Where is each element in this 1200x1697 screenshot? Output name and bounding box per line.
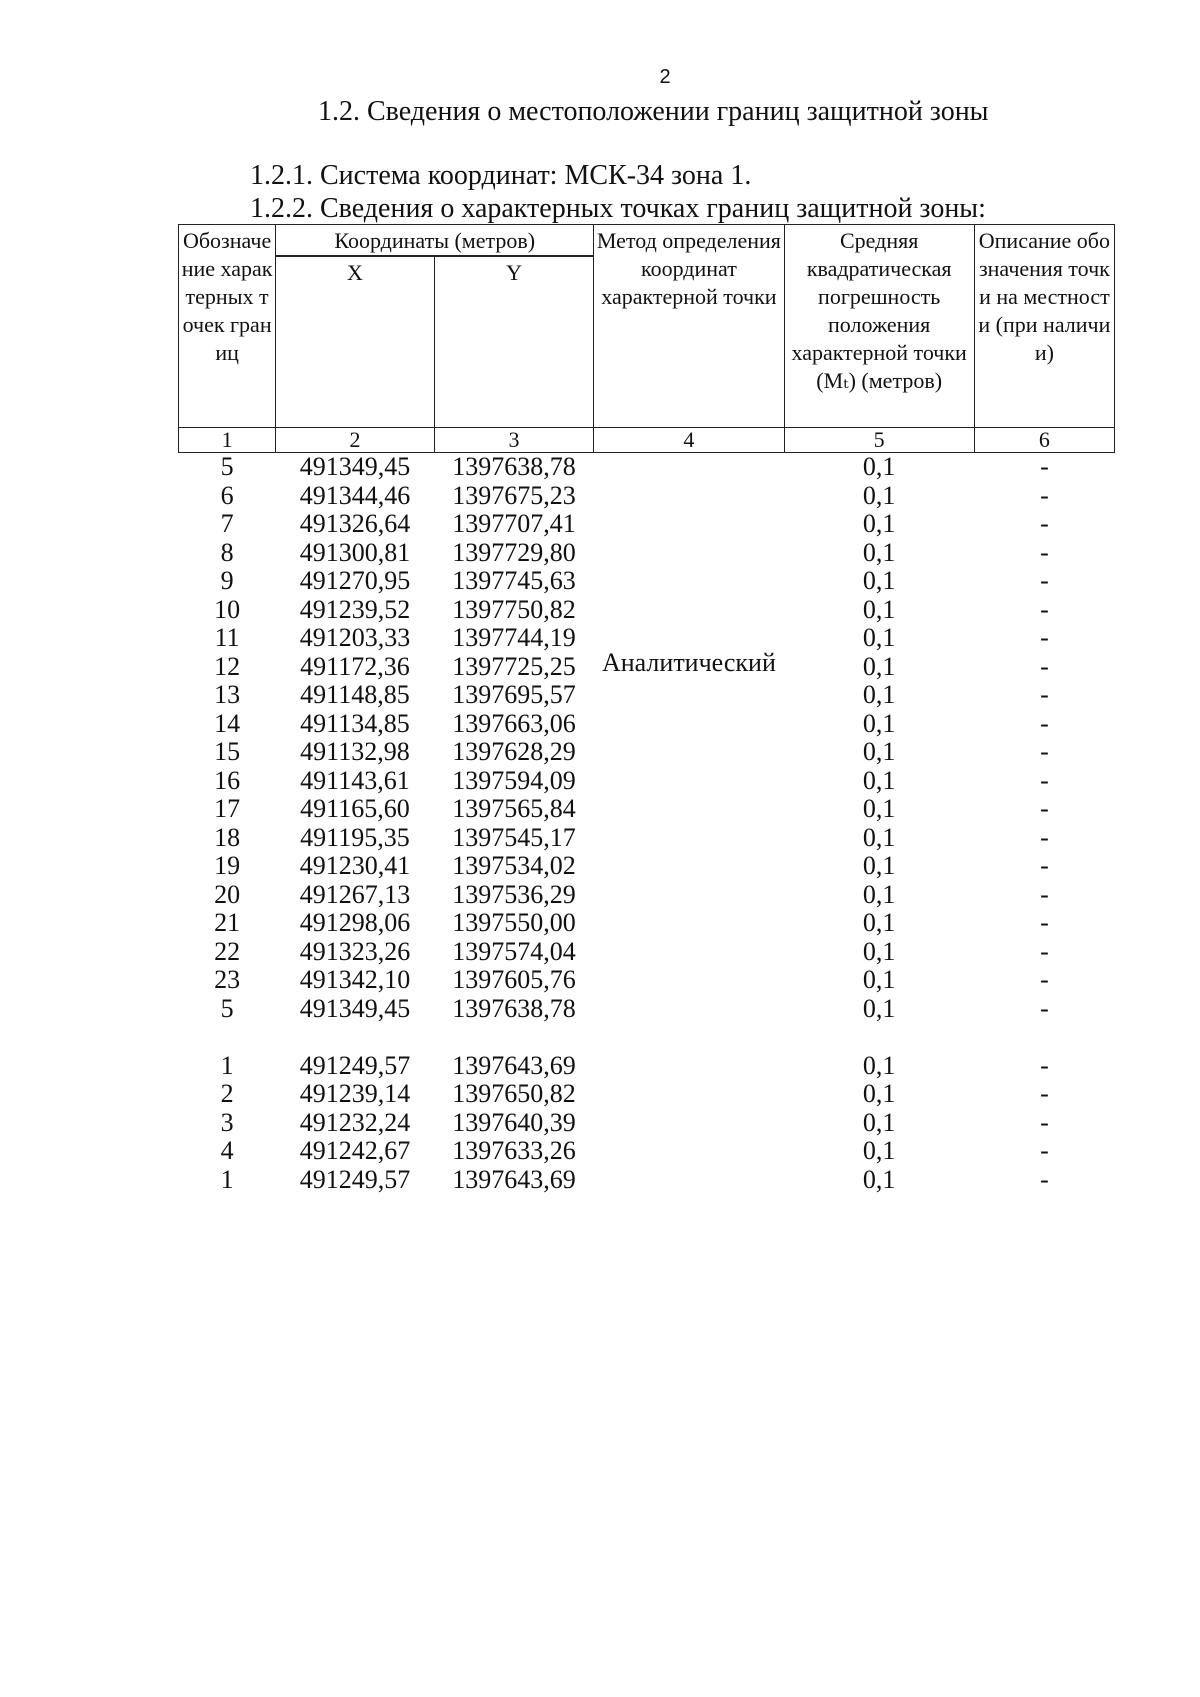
point-number: 15 <box>214 737 241 766</box>
x-coordinate: 491239,14 <box>299 1079 411 1108</box>
column-number: 1 <box>179 428 276 453</box>
column-number: 3 <box>434 428 594 453</box>
header-designation: Обозначение характерных точек границ <box>179 225 276 428</box>
description-value: - <box>1040 1050 1049 1080</box>
x-coordinate: 491242,67 <box>299 1136 411 1165</box>
y-coordinate: 1397605,76 <box>452 965 576 994</box>
y-coordinate: 1397663,06 <box>452 708 576 738</box>
y-coordinate: 1397638,78 <box>452 452 576 481</box>
point-number: 18 <box>214 822 241 852</box>
point-number: 12 <box>214 651 241 681</box>
point-number: 20 <box>214 879 241 909</box>
point-number: 16 <box>214 765 241 795</box>
error-value: 0,1 <box>862 1107 896 1137</box>
y-coordinate: 1397729,80 <box>452 537 576 567</box>
point-number: 17 <box>214 794 241 823</box>
description-value: - <box>1040 794 1049 823</box>
description-value: - <box>1040 708 1049 738</box>
y-coordinate: 1397534,02 <box>452 851 576 880</box>
point-number: 19 <box>214 851 241 880</box>
description-value: - <box>1040 965 1049 994</box>
error-value: 0,1 <box>862 822 896 852</box>
error-value: 0,1 <box>862 737 896 766</box>
header-coordinates-label: Координаты (метров) <box>276 227 593 256</box>
x-coordinate: 491249,57 <box>299 1164 411 1194</box>
point-number: 8 <box>220 537 234 567</box>
error-value: 0,1 <box>862 851 896 880</box>
coordinate-system-line: 1.2.1. Система координат: МСК-34 зона 1. <box>250 160 752 191</box>
y-coordinate: 1397675,23 <box>452 480 576 510</box>
y-coordinate: 1397745,63 <box>452 566 576 595</box>
column-numbers-row <box>179 428 1115 453</box>
error-value: 0,1 <box>862 537 896 567</box>
y-coordinate: 1397650,82 <box>452 1079 576 1108</box>
description-value: - <box>1040 993 1049 1023</box>
header-method: Метод определения координат характерной точки <box>594 225 784 428</box>
description-value: - <box>1040 1079 1049 1108</box>
x-coordinate: 491143,61 <box>300 765 410 795</box>
error-value: 0,1 <box>862 623 896 652</box>
y-coordinate: 1397545,17 <box>452 822 576 852</box>
point-number: 2 <box>220 1079 234 1108</box>
x-coordinate: 491232,24 <box>299 1107 411 1137</box>
error-value: 0,1 <box>862 965 896 994</box>
error-value: 0,1 <box>862 1050 896 1080</box>
point-number: 1 <box>220 1050 234 1080</box>
x-coordinate: 491342,10 <box>299 965 411 994</box>
y-coordinate: 1397536,29 <box>452 879 576 909</box>
section-title: 1.2. Сведения о местоположении границ защитной зоны <box>318 96 989 127</box>
description-value: - <box>1040 737 1049 766</box>
error-value: 0,1 <box>862 480 896 510</box>
y-coordinate: 1397550,00 <box>452 908 576 937</box>
error-value: 0,1 <box>862 794 896 823</box>
description-value: - <box>1040 509 1049 538</box>
description-value: - <box>1040 1164 1049 1194</box>
description-value: - <box>1040 908 1049 937</box>
x-coordinate: 491230,41 <box>299 851 411 880</box>
y-coordinate: 1397744,19 <box>452 623 576 652</box>
x-coordinate: 491300,81 <box>299 537 411 567</box>
x-coordinate: 491270,95 <box>299 566 411 595</box>
x-coordinate: 491298,06 <box>299 908 411 937</box>
point-number: 9 <box>220 566 234 595</box>
error-value: 0,1 <box>862 1164 896 1194</box>
description-value: - <box>1040 1107 1049 1137</box>
error-value: 0,1 <box>862 1136 896 1165</box>
y-coordinate: 1397725,25 <box>452 651 576 681</box>
error-value: 0,1 <box>862 879 896 909</box>
y-coordinate: 1397750,82 <box>452 594 576 624</box>
description-value: - <box>1040 480 1049 510</box>
y-coordinate: 1397594,09 <box>452 765 576 795</box>
y-coordinate: 1397565,84 <box>452 794 576 823</box>
column-number: 4 <box>594 428 784 453</box>
y-coordinate: 1397574,04 <box>452 936 576 966</box>
error-value: 0,1 <box>862 566 896 595</box>
error-value: 0,1 <box>862 594 896 624</box>
y-coordinate: 1397640,39 <box>452 1107 576 1137</box>
point-number: 4 <box>220 1136 234 1165</box>
point-number: 7 <box>220 509 234 538</box>
x-coordinate: 491203,33 <box>299 623 411 652</box>
x-coordinate: 491172,36 <box>300 651 410 681</box>
point-number: 22 <box>214 936 241 966</box>
x-coordinate: 491195,35 <box>300 822 410 852</box>
column-number: 2 <box>276 428 435 453</box>
header-y: Y <box>434 257 594 428</box>
description-value: - <box>1040 680 1049 709</box>
method-value: Аналитический <box>601 648 776 678</box>
point-number: 14 <box>214 708 241 738</box>
table-row <box>179 453 1115 482</box>
error-value: 0,1 <box>862 680 896 709</box>
point-number: 10 <box>214 594 241 624</box>
x-coordinate: 491239,52 <box>299 594 411 624</box>
error-value: 0,1 <box>862 509 896 538</box>
point-number: 11 <box>214 623 240 652</box>
error-value: 0,1 <box>862 708 896 738</box>
x-coordinate: 491132,98 <box>300 737 410 766</box>
x-coordinate: 491249,57 <box>299 1050 411 1080</box>
x-coordinate: 491165,60 <box>300 794 410 823</box>
column-number: 5 <box>784 428 974 453</box>
boundary-points-table <box>178 224 1115 1194</box>
x-coordinate: 491323,26 <box>299 936 411 966</box>
header-description: Описание обозначения точки на местности (при наличии) <box>974 225 1114 428</box>
description-value: - <box>1040 566 1049 595</box>
point-number: 6 <box>220 480 234 510</box>
description-value: - <box>1040 851 1049 880</box>
x-coordinate: 491349,45 <box>299 452 411 481</box>
description-value: - <box>1040 822 1049 852</box>
description-value: - <box>1040 936 1049 966</box>
point-number: 5 <box>220 452 234 481</box>
point-number: 21 <box>214 908 241 937</box>
description-value: - <box>1040 594 1049 624</box>
y-coordinate: 1397628,29 <box>452 737 576 766</box>
header-x: X <box>276 257 435 428</box>
error-value: 0,1 <box>862 452 896 481</box>
x-coordinate: 491267,13 <box>299 879 411 909</box>
point-number: 5 <box>220 993 234 1023</box>
point-number: 13 <box>214 680 241 709</box>
header-error: Средняя квадратическая погрешность положения характерной точки (Mₜ) (метров) <box>784 225 974 428</box>
header-coordinates <box>276 225 594 257</box>
error-value: 0,1 <box>862 993 896 1023</box>
error-value: 0,1 <box>862 765 896 795</box>
x-coordinate: 491344,46 <box>299 480 411 510</box>
point-number: 1 <box>220 1164 234 1194</box>
y-coordinate: 1397695,57 <box>452 680 576 709</box>
error-value: 0,1 <box>862 936 896 966</box>
column-number: 6 <box>974 428 1114 453</box>
x-coordinate: 491349,45 <box>299 993 411 1023</box>
error-value: 0,1 <box>862 908 896 937</box>
y-coordinate: 1397707,41 <box>452 509 576 538</box>
description-value: - <box>1040 651 1049 681</box>
point-number: 23 <box>214 965 241 994</box>
points-heading: 1.2.2. Сведения о характерных точках границ защитной зоны: <box>250 193 986 224</box>
error-value: 0,1 <box>862 651 896 681</box>
y-coordinate: 1397643,69 <box>452 1164 576 1194</box>
description-value: - <box>1040 452 1049 481</box>
description-value: - <box>1040 623 1049 652</box>
page-number: 2 <box>659 66 671 88</box>
y-coordinate: 1397638,78 <box>452 993 576 1023</box>
x-coordinate: 491148,85 <box>300 680 410 709</box>
point-number: 3 <box>220 1107 234 1137</box>
description-value: - <box>1040 1136 1049 1165</box>
y-coordinate: 1397643,69 <box>452 1050 576 1080</box>
y-coordinate: 1397633,26 <box>452 1136 576 1165</box>
x-coordinate: 491326,64 <box>299 509 411 538</box>
description-value: - <box>1040 765 1049 795</box>
description-value: - <box>1040 879 1049 909</box>
x-coordinate: 491134,85 <box>300 708 410 738</box>
error-value: 0,1 <box>862 1079 896 1108</box>
description-value: - <box>1040 537 1049 567</box>
